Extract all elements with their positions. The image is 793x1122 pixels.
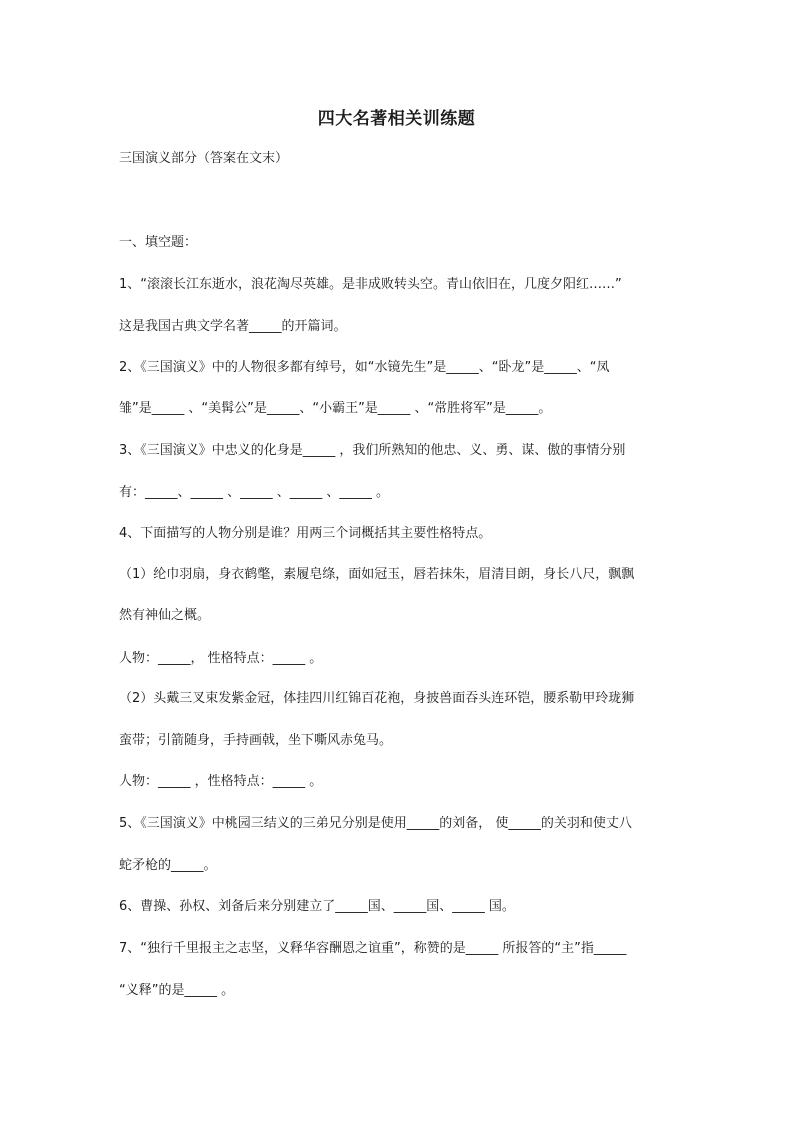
question-7-line-1: 7、“独行千里报主之志坚，义释华容酬恩之谊重”，称赞的是_____ 所报答的“主”指_____ (119, 941, 627, 956)
question-4-2-line-2: 蛮带；引箭随身，手持画戟，坐下嘶风赤兔马。 (119, 733, 393, 748)
question-3-line-1: 3、《三国演义》中忠义的化身是_____ ，我们所熟知的他忠、义、勇、谋、傲的事情分别 (119, 443, 626, 458)
question-5-line-2: 蛇矛枪的_____。 (119, 858, 217, 873)
question-1-line-1: 1、“滚滚长江东逝水，浪花淘尽英雄。是非成败转头空。青山依旧在，几度夕阳红……” (119, 277, 622, 292)
subtitle: 三国演义部分（答案在文末） (119, 151, 289, 166)
question-3-line-2: 有：_____、_____ 、_____ 、_____ 、_____ 。 (119, 485, 390, 500)
question-4-2-answer: 人物：_____ ，性格特点：_____ 。 (119, 774, 323, 789)
document-title: 四大名著相关训练题 (317, 109, 476, 129)
section-heading: 一、填空题： (119, 235, 198, 250)
question-4-1-answer: 人物：_____， 性格特点：_____ 。 (119, 651, 323, 666)
question-4-1-line-1: （1）纶巾羽扇，身衣鹤氅，素履皂绦，面如冠玉，唇若抹朱，眉清目朗，身长八尺，飘飘 (119, 567, 635, 582)
question-7-line-2: “义释”的是_____ 。 (119, 983, 235, 998)
question-6: 6、曹操、孙权、刘备后来分别建立了_____国、_____国、_____ 国。 (119, 899, 515, 914)
question-4-prompt: 4、下面描写的人物分别是谁？用两三个词概括其主要性格特点。 (119, 526, 492, 541)
question-2-line-2: 雏”是_____ 、“美髯公”是_____、“小霸王”是_____ 、“常胜将军”是_____。 (119, 401, 552, 416)
question-2-line-1: 2、《三国演义》中的人物很多都有绰号，如“水镜先生”是_____、“卧龙”是_____、“凤 (119, 360, 610, 375)
question-4-1-line-2: 然有神仙之概。 (119, 608, 211, 623)
question-1-line-2: 这是我国古典文学名著_____的开篇词。 (119, 319, 347, 334)
question-5-line-1: 5、《三国演义》中桃园三结义的三弟兄分别是使用_____的刘备， 使_____的关羽和使丈八 (119, 816, 632, 831)
question-4-2-line-1: （2）头戴三叉束发紫金冠，体挂四川红锦百花袍，身披兽面吞头连环铠，腰系勒甲玲珑狮 (119, 691, 635, 706)
